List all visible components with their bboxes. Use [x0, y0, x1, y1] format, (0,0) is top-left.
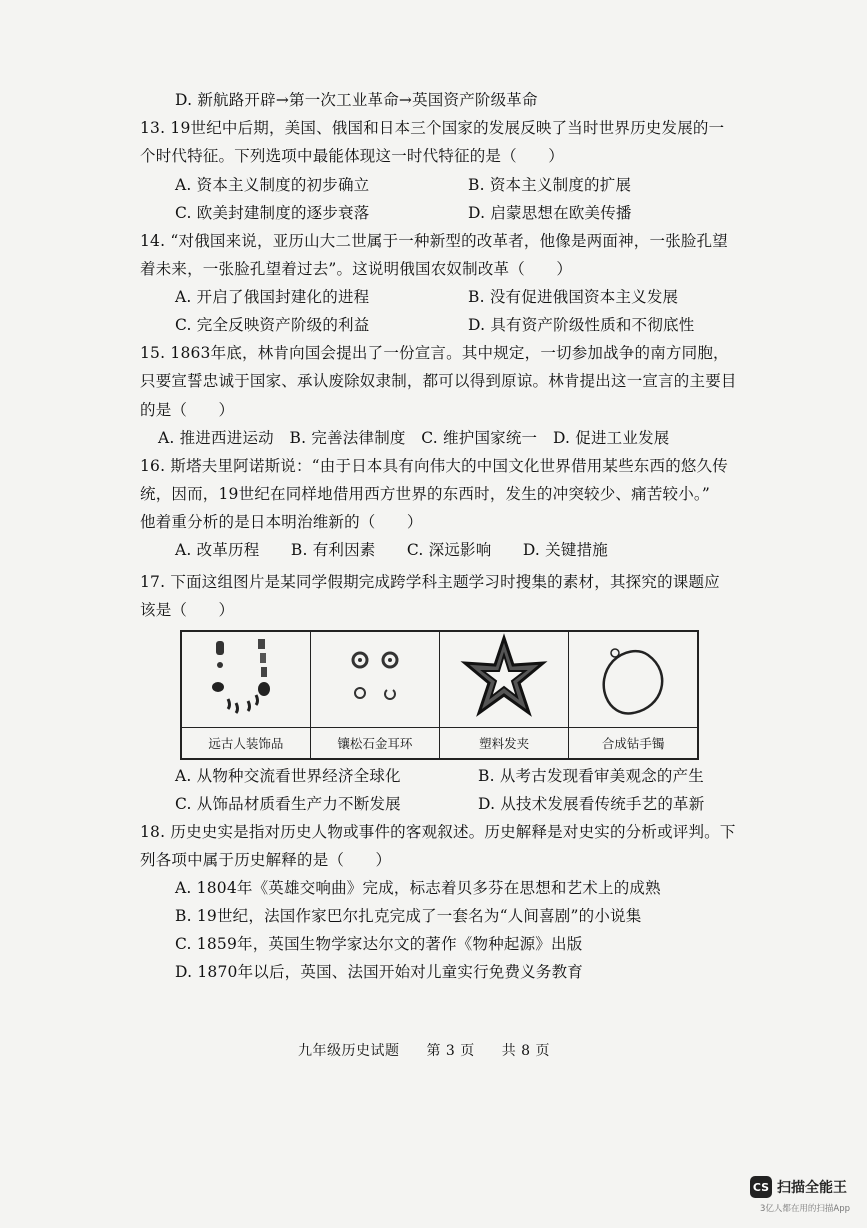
footer-page-number: 第 3 页 — [426, 1043, 475, 1059]
q17-stem-1: 17. 下面这组图片是某同学假期完成跨学科主题学习时搜集的素材，其探究的课题应 — [140, 573, 720, 591]
ancient-ornaments-image — [181, 631, 310, 728]
q13-stem-2: 个时代特征。下列选项中最能体现这一时代特征的是（ ） — [140, 147, 564, 165]
q18-option-b: B. 19世纪，法国作家巴尔扎克完成了一套名为“人间喜剧”的小说集 — [175, 907, 642, 925]
q15-stem-2: 只要宣誓忠诚于国家、承认废除奴隶制，都可以得到原谅。林肯提出这一宣言的主要目 — [140, 372, 737, 390]
q16-options: A. 改革历程 B. 有利因素 C. 深远影响 D. 关键措施 — [175, 541, 608, 559]
q15-options: A. 推进西进运动 B. 完善法律制度 C. 维护国家统一 D. 促进工业发展 — [158, 429, 670, 447]
q18-stem-1: 18. 历史史实是指对历史人物或事件的客观叙述。历史解释是对史实的分析或评判。下 — [140, 823, 736, 841]
q16-stem-1: 16. 斯塔夫里阿诺斯说：“由于日本具有向伟大的中国文化世界借用某些东西的悠久传 — [140, 457, 729, 475]
q17-option-a: A. 从物种交流看世界经济全球化 — [175, 767, 401, 785]
q18-option-a: A. 1804年《英雄交响曲》完成，标志着贝多芬在思想和艺术上的成熟 — [175, 879, 661, 897]
footer-subject: 九年级历史试题 — [298, 1043, 400, 1059]
watermark-app-name: 扫描全能王 — [777, 1180, 847, 1196]
q17-option-d: D. 从技术发展看传统手艺的革新 — [478, 795, 705, 813]
turquoise-earrings-image — [310, 631, 439, 728]
scanner-watermark — [750, 1176, 847, 1198]
plastic-hairclip-image — [440, 631, 569, 728]
q15-stem-1: 15. 1863年底，林肯向国会提出了一份宣言。其中规定，一切参加战争的南方同胞， — [140, 344, 729, 362]
q17-stem-2: 该是（ ） — [140, 601, 235, 619]
picture-caption: 镶松石金耳环 — [310, 728, 439, 760]
q13-option-a: A. 资本主义制度的初步确立 — [175, 176, 370, 194]
q13-option-b: B. 资本主义制度的扩展 — [468, 176, 632, 194]
q12-option-d: D. 新航路开辟→第一次工业革命→英国资产阶级革命 — [175, 91, 538, 109]
q13-option-d: D. 启蒙思想在欧美传播 — [468, 204, 632, 222]
picture-caption: 合成钻手镯 — [569, 728, 698, 760]
synthetic-diamond-bracelet-image — [569, 631, 698, 728]
q14-stem-2: 着未来，一张脸孔望着过去”。这说明俄国农奴制改革（ ） — [140, 260, 573, 278]
q17-picture-table — [180, 630, 699, 760]
q14-option-a: A. 开启了俄国封建化的进程 — [175, 288, 370, 306]
q18-stem-2: 列各项中属于历史解释的是（ ） — [140, 851, 392, 869]
q13-stem-1: 13. 19世纪中后期，美国、俄国和日本三个国家的发展反映了当时世界历史发展的一 — [140, 119, 725, 137]
q16-stem-2: 统，因而，19世纪在同样地借用西方世界的东西时，发生的冲突较少、痛苦较小。” — [140, 485, 710, 503]
picture-caption: 塑料发夹 — [440, 728, 569, 760]
q17-option-b: B. 从考古发现看审美观念的产生 — [478, 767, 704, 785]
footer-total-pages: 共 8 页 — [501, 1043, 551, 1059]
q14-option-c: C. 完全反映资产阶级的利益 — [175, 316, 370, 334]
q14-option-b: B. 没有促进俄国资本主义发展 — [468, 288, 679, 306]
q18-option-d: D. 1870年以后，英国、法国开始对儿童实行免费义务教育 — [175, 963, 583, 981]
page-footer — [298, 1040, 572, 1060]
q14-stem-1: 14. “对俄国来说，亚历山大二世属于一种新型的改革者，他像是两面神，一张脸孔望 — [140, 232, 729, 250]
camscanner-logo-icon: CS — [750, 1176, 772, 1198]
q17-option-c: C. 从饰品材质看生产力不断发展 — [175, 795, 401, 813]
watermark-tagline: 3亿人都在用的扫描App — [760, 1204, 851, 1214]
q16-stem-3: 他着重分析的是日本明治维新的（ ） — [140, 513, 423, 531]
q15-stem-3: 的是（ ） — [140, 401, 235, 419]
picture-caption: 远古人装饰品 — [181, 728, 310, 760]
q18-option-c: C. 1859年，英国生物学家达尔文的著作《物种起源》出版 — [175, 935, 583, 953]
q13-option-c: C. 欧美封建制度的逐步衰落 — [175, 204, 370, 222]
q14-option-d: D. 具有资产阶级性质和不彻底性 — [468, 316, 695, 334]
